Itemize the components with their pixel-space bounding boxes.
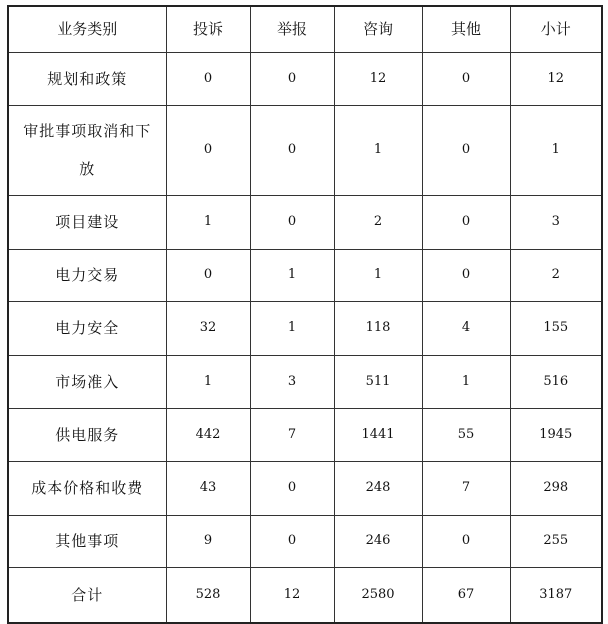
cell-report: 7 xyxy=(250,408,334,461)
cell-complaint: 1 xyxy=(166,195,250,249)
total-row xyxy=(8,567,602,623)
row-category: 项目建设 xyxy=(8,195,166,249)
header-complaint: 投诉 xyxy=(166,6,250,52)
cell-subtotal: 1945 xyxy=(510,408,602,461)
table-row xyxy=(8,52,602,105)
cell-report: 1 xyxy=(250,249,334,301)
cell-complaint: 1 xyxy=(166,355,250,408)
table-row xyxy=(8,408,602,461)
cell-other: 67 xyxy=(422,567,510,623)
cell-subtotal: 2 xyxy=(510,249,602,301)
cell-complaint: 32 xyxy=(166,301,250,355)
header-subtotal: 小计 xyxy=(510,6,602,52)
cell-inquiry: 248 xyxy=(334,461,422,515)
row-category: 审批事项取消和下放 xyxy=(8,105,166,195)
cell-other: 4 xyxy=(422,301,510,355)
cell-inquiry: 2580 xyxy=(334,567,422,623)
cell-inquiry: 1 xyxy=(334,249,422,301)
cell-subtotal: 516 xyxy=(510,355,602,408)
cell-inquiry: 1 xyxy=(334,105,422,195)
header-category: 业务类别 xyxy=(8,6,166,52)
cell-other: 7 xyxy=(422,461,510,515)
cell-subtotal: 1 xyxy=(510,105,602,195)
cell-inquiry: 1441 xyxy=(334,408,422,461)
table-row xyxy=(8,105,602,195)
table-row xyxy=(8,515,602,567)
cell-subtotal: 3 xyxy=(510,195,602,249)
table-row xyxy=(8,195,602,249)
row-category: 合计 xyxy=(8,567,166,623)
cell-other: 0 xyxy=(422,105,510,195)
cell-subtotal: 12 xyxy=(510,52,602,105)
cell-subtotal: 298 xyxy=(510,461,602,515)
header-report: 举报 xyxy=(250,6,334,52)
cell-inquiry: 12 xyxy=(334,52,422,105)
row-category: 电力交易 xyxy=(8,249,166,301)
header-row xyxy=(8,6,602,52)
table-row xyxy=(8,355,602,408)
cell-complaint: 0 xyxy=(166,105,250,195)
row-category: 其他事项 xyxy=(8,515,166,567)
cell-report: 0 xyxy=(250,195,334,249)
cell-complaint: 528 xyxy=(166,567,250,623)
cell-complaint: 43 xyxy=(166,461,250,515)
table-row xyxy=(8,301,602,355)
cell-other: 0 xyxy=(422,515,510,567)
table-row xyxy=(8,249,602,301)
row-category: 市场准入 xyxy=(8,355,166,408)
business-statistics-table xyxy=(7,5,603,624)
cell-report: 1 xyxy=(250,301,334,355)
cell-other: 0 xyxy=(422,52,510,105)
cell-complaint: 9 xyxy=(166,515,250,567)
cell-other: 55 xyxy=(422,408,510,461)
row-category: 成本价格和收费 xyxy=(8,461,166,515)
cell-report: 12 xyxy=(250,567,334,623)
row-category: 电力安全 xyxy=(8,301,166,355)
cell-report: 3 xyxy=(250,355,334,408)
table-row xyxy=(8,461,602,515)
cell-inquiry: 2 xyxy=(334,195,422,249)
header-other: 其他 xyxy=(422,6,510,52)
cell-inquiry: 246 xyxy=(334,515,422,567)
cell-subtotal: 155 xyxy=(510,301,602,355)
cell-report: 0 xyxy=(250,515,334,567)
cell-report: 0 xyxy=(250,105,334,195)
cell-inquiry: 118 xyxy=(334,301,422,355)
cell-other: 0 xyxy=(422,249,510,301)
row-category: 规划和政策 xyxy=(8,52,166,105)
cell-subtotal: 3187 xyxy=(510,567,602,623)
cell-complaint: 442 xyxy=(166,408,250,461)
header-inquiry: 咨询 xyxy=(334,6,422,52)
cell-complaint: 0 xyxy=(166,249,250,301)
row-category: 供电服务 xyxy=(8,408,166,461)
cell-other: 1 xyxy=(422,355,510,408)
cell-subtotal: 255 xyxy=(510,515,602,567)
cell-inquiry: 511 xyxy=(334,355,422,408)
cell-report: 0 xyxy=(250,461,334,515)
cell-report: 0 xyxy=(250,52,334,105)
cell-other: 0 xyxy=(422,195,510,249)
cell-complaint: 0 xyxy=(166,52,250,105)
